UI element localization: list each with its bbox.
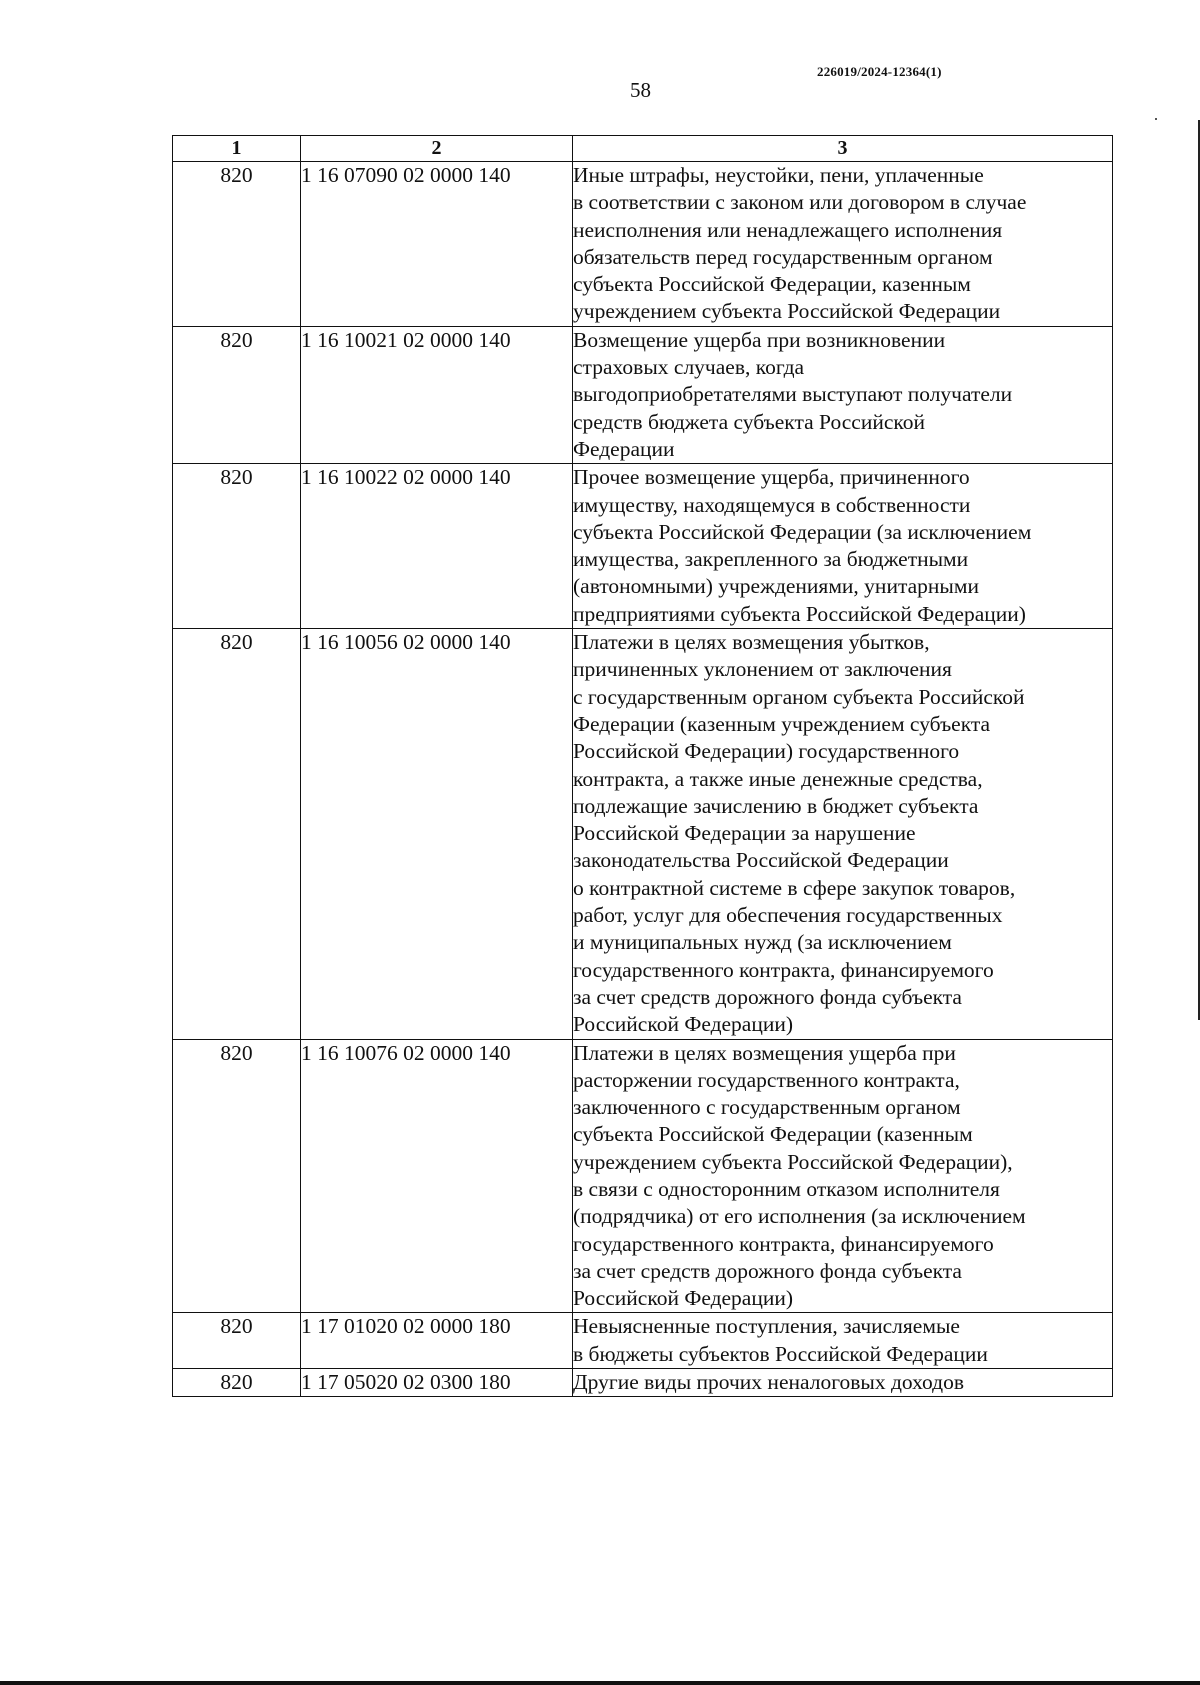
admin-code-cell: 820 bbox=[173, 629, 301, 1039]
admin-code-cell: 820 bbox=[173, 464, 301, 629]
description-cell: Другие виды прочих неналоговых доходов bbox=[573, 1369, 1113, 1397]
description-cell: Невыясненные поступления, зачисляемые в бюджеты субъектов Российской Федерации bbox=[573, 1313, 1113, 1369]
column-header: 3 bbox=[573, 136, 1113, 162]
table-row bbox=[173, 464, 1113, 629]
budget-code-table bbox=[172, 135, 1113, 1397]
budget-code-cell: 1 17 01020 02 0000 180 bbox=[301, 1313, 573, 1369]
description-cell: Иные штрафы, неустойки, пени, уплаченные в соответствии с законом или договором в случае неисполнения или ненадлежащего исполнения обязательств перед государственным органом субъекта Российской Федерации, казенным учреждением субъекта Российской Федерации bbox=[573, 162, 1113, 327]
budget-code-cell: 1 17 05020 02 0300 180 bbox=[301, 1369, 573, 1397]
budget-code-cell: 1 16 10076 02 0000 140 bbox=[301, 1039, 573, 1313]
admin-code-cell: 820 bbox=[173, 1313, 301, 1369]
column-header: 1 bbox=[173, 136, 301, 162]
admin-code-cell: 820 bbox=[173, 326, 301, 463]
page-number: 58 bbox=[630, 78, 651, 102]
table-row bbox=[173, 326, 1113, 463]
description-cell: Платежи в целях возмещения ущерба при расторжении государственного контракта, заключенного с государственным органом субъекта Российской Федерации (казенным учреждением субъекта Российской Федерации), в связи с односторонним отказом исполнителя (подрядчика) от его исполнения (за исключением государственного контракта, финансируемого за счет средств дорожного фонда субъекта Российской Федерации) bbox=[573, 1039, 1113, 1313]
budget-code-cell: 1 16 10022 02 0000 140 bbox=[301, 464, 573, 629]
table-row bbox=[173, 1313, 1113, 1369]
column-header: 2 bbox=[301, 136, 573, 162]
admin-code-cell: 820 bbox=[173, 1039, 301, 1313]
description-cell: Возмещение ущерба при возникновении страховых случаев, когда выгодоприобретателями выступают получатели средств бюджета субъекта Российской Федерации bbox=[573, 326, 1113, 463]
table-row bbox=[173, 162, 1113, 327]
table-row bbox=[173, 1369, 1113, 1397]
scan-speck bbox=[1155, 118, 1157, 120]
document-id: 226019/2024-12364(1) bbox=[817, 64, 942, 79]
table-header-row bbox=[173, 136, 1113, 162]
budget-code-cell: 1 16 10021 02 0000 140 bbox=[301, 326, 573, 463]
table-row bbox=[173, 629, 1113, 1039]
admin-code-cell: 820 bbox=[173, 1369, 301, 1397]
budget-code-cell: 1 16 10056 02 0000 140 bbox=[301, 629, 573, 1039]
admin-code-cell: 820 bbox=[173, 162, 301, 327]
scan-edge bbox=[0, 1681, 1200, 1685]
budget-code-cell: 1 16 07090 02 0000 140 bbox=[301, 162, 573, 327]
table-row bbox=[173, 1039, 1113, 1313]
description-cell: Платежи в целях возмещения убытков, причиненных уклонением от заключения с государственным органом субъекта Российской Федерации (казенным учреждением субъекта Российской Федерации) государственного контракта, а также иные денежные средства, подлежащие зачислению в бюджет субъекта Российской Федерации за нарушение законодательства Российской Федерации о контрактной системе в сфере закупок товаров, работ, услуг для обеспечения государственных и муниципальных нужд (за исключением государственного контракта, финансируемого за счет средств дорожного фонда субъекта Российской Федерации) bbox=[573, 629, 1113, 1039]
description-cell: Прочее возмещение ущерба, причиненного имуществу, находящемуся в собственности субъекта Российской Федерации (за исключением имущества, закрепленного за бюджетными (автономными) учреждениями, унитарными предприятиями субъекта Российской Федерации) bbox=[573, 464, 1113, 629]
